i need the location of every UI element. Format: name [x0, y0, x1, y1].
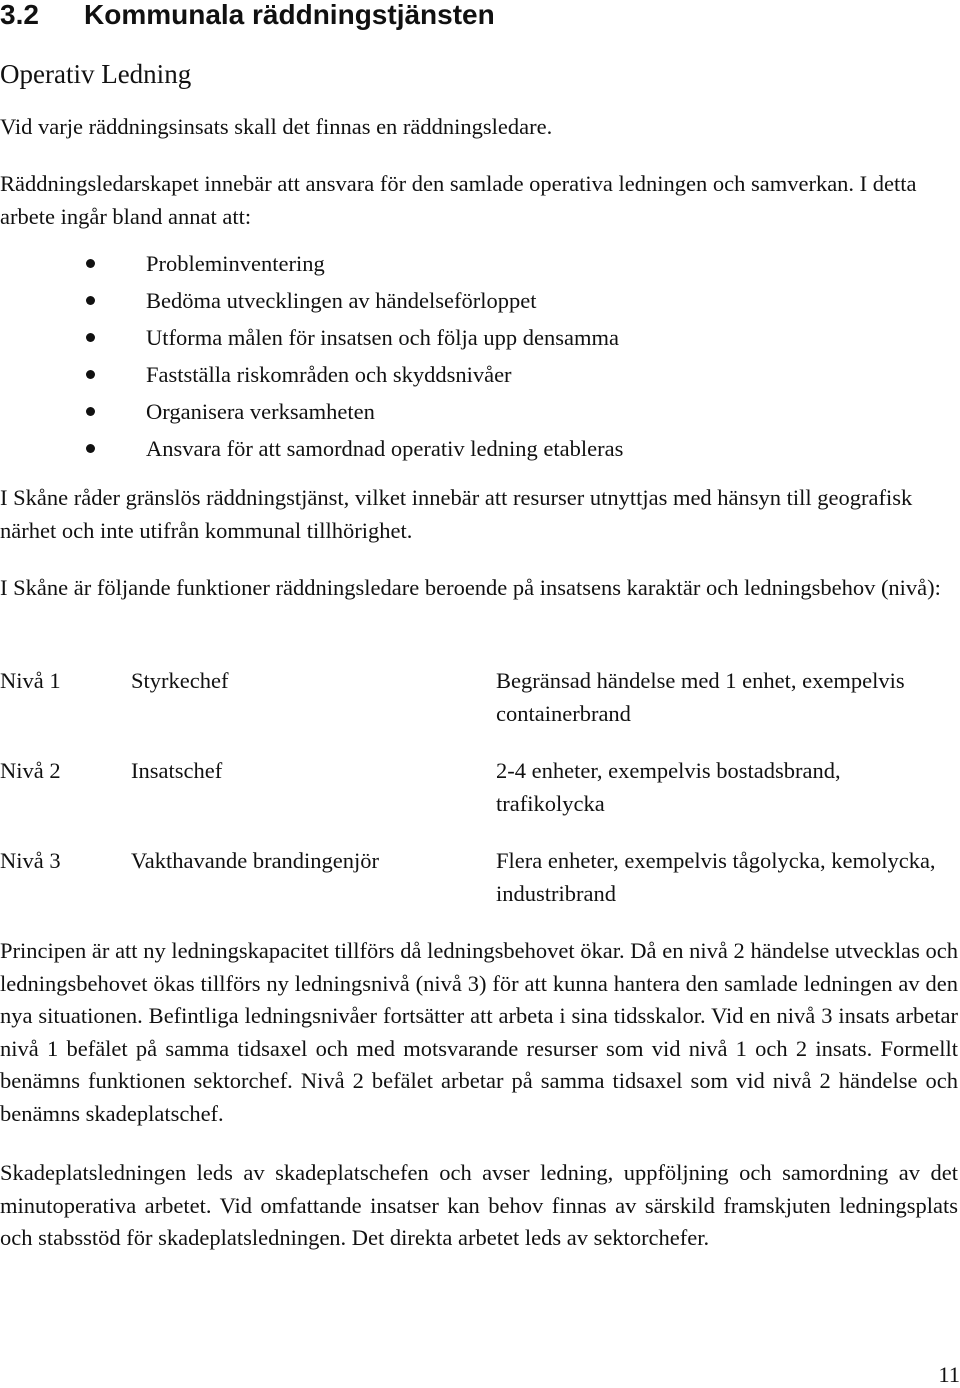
- level-role: Vakthavande brandingenjör: [131, 848, 380, 873]
- level-description: Begränsad händelse med 1 enhet, exempelvis containerbrand: [496, 668, 905, 726]
- bullet-icon: [86, 259, 95, 268]
- list-item-text: Utforma målen för insatsen och följa upp densamma: [146, 325, 619, 350]
- section-title: Kommunala räddningstjänsten: [84, 0, 495, 30]
- body-paragraph: Skadeplatsledningen leds av skadeplatschefen och avser ledning, uppföljning och samordning av det minutoperativa arbetet. Vid omfattande insatser kan behov finnas av särskild framskjuten ledningsplats och stabsstöd för skadeplatsledningen. Det direkta arbetet leds av sektorchefer.: [0, 1160, 958, 1250]
- list-item: [0, 322, 900, 359]
- level-description: 2-4 enheter, exempelvis bostadsbrand, trafikolycka: [496, 758, 841, 816]
- list-item-text: Probleminventering: [146, 251, 325, 276]
- intro-paragraph: Räddningsledarskapet innebär att ansvara för den samlade operativa ledningen och samverkan. I detta arbete ingår bland annat att:: [0, 171, 917, 229]
- list-item: [0, 433, 900, 470]
- body-paragraph: Principen är att ny ledningskapacitet tillförs då ledningsbehovet ökar. Då en nivå 2 händelse utvecklas och ledningsbehovet ökas tillförs ny ledningsnivå (nivå 3) för att kunna hantera den samlade ledningen av den nya situationen. Befintliga ledningsnivåer fortsätter att arbeta i sina tidsskalor. Vid en nivå 3 insats arbetar nivå 1 befälet på samma tidsaxel och med motsvarande resurser som vid nivå 1 och 2 insats. Formellt benämns funktionen sektorchef. Nivå 2 befälet arbetar på samma tidsaxel som vid nivå 2 händelse och benämns skadeplatschef.: [0, 938, 958, 1126]
- list-item-text: Fastställa riskområden och skyddsnivåer: [146, 362, 512, 387]
- list-item: [0, 359, 900, 396]
- bullet-icon: [86, 296, 95, 305]
- bullet-icon: [86, 333, 95, 342]
- level-role: Styrkechef: [131, 668, 229, 693]
- body-paragraph: I Skåne råder gränslös räddningstjänst, vilket innebär att resurser utnyttjas med hänsyn till geografisk närhet och inte utifrån kommunal tillhörighet.: [0, 485, 913, 543]
- list-item: [0, 396, 900, 433]
- list-item-text: Organisera verksamheten: [146, 399, 375, 424]
- list-item: [0, 285, 900, 322]
- level-label: Nivå 2: [0, 758, 61, 783]
- bullet-icon: [86, 370, 95, 379]
- bullet-icon: [86, 407, 95, 416]
- list-item-text: Ansvara för att samordnad operativ ledning etableras: [146, 436, 624, 461]
- intro-paragraph: Vid varje räddningsinsats skall det finnas en räddningsledare.: [0, 114, 553, 139]
- section-heading: [0, 0, 495, 30]
- body-paragraph: I Skåne är följande funktioner räddningsledare beroende på insatsens karaktär och ledningsbehov (nivå):: [0, 575, 941, 600]
- section-number: 3.2: [0, 0, 39, 30]
- bullet-list: [0, 248, 900, 470]
- bullet-icon: [86, 444, 95, 453]
- level-label: Nivå 3: [0, 848, 61, 873]
- level-label: Nivå 1: [0, 668, 61, 693]
- page-number: 11: [938, 1362, 960, 1387]
- level-description: Flera enheter, exempelvis tågolycka, kemolycka, industribrand: [496, 848, 936, 906]
- subheading: Operativ Ledning: [0, 59, 192, 89]
- list-item-text: Bedöma utvecklingen av händelseförloppet: [146, 288, 537, 313]
- list-item: [0, 248, 900, 285]
- level-role: Insatschef: [131, 758, 223, 783]
